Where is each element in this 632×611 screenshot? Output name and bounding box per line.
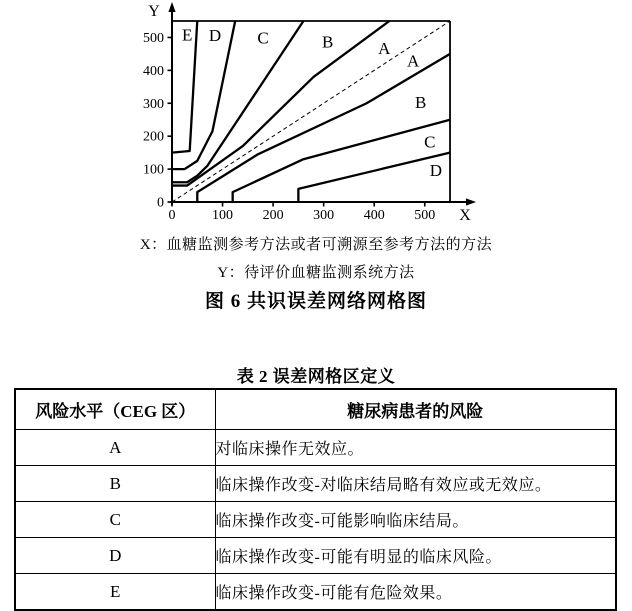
consensus-error-grid-chart xyxy=(118,0,484,228)
x-tick-label: 200 xyxy=(262,208,284,223)
zone-label-e: E xyxy=(181,25,193,45)
y-axis-label: Y xyxy=(148,3,160,20)
table-row xyxy=(15,574,616,611)
risk-desc-cell: 临床操作改变-可能影响临床结局。 xyxy=(215,502,616,538)
table-row xyxy=(15,538,616,574)
y-tick-label: 0 xyxy=(157,195,164,211)
zone-label-d: D xyxy=(429,161,443,181)
upper-boundary-A-B xyxy=(172,21,389,186)
table-row xyxy=(15,466,616,502)
risk-desc-cell: 临床操作改变-对临床结局略有效应或无效应。 xyxy=(215,466,616,502)
table-title: 表 2 误差网格区定义 xyxy=(236,367,396,386)
risk-desc-cell: 临床操作改变-可能有明显的临床风险。 xyxy=(215,538,616,574)
risk-level-header: 风险水平（CEG 区） xyxy=(15,389,215,430)
zone-label-d: D xyxy=(208,25,222,45)
risk-desc-cell: 对临床操作无效应。 xyxy=(215,430,616,466)
ceg-table-body xyxy=(15,430,616,611)
table-header-row xyxy=(15,389,616,430)
lower-boundary-C-D xyxy=(298,153,450,202)
zone-label-c: C xyxy=(424,132,436,152)
y-tick-label: 500 xyxy=(143,30,164,46)
x-tick-label: 100 xyxy=(212,208,234,223)
y-tick-label: 200 xyxy=(143,129,164,145)
risk-level-cell: D xyxy=(15,538,215,574)
x-tick-label: 300 xyxy=(313,208,335,223)
y-tick-label: 100 xyxy=(143,162,164,178)
lower-boundary-A-B xyxy=(197,51,450,202)
zone-label-b: B xyxy=(415,92,427,112)
table-row xyxy=(15,430,616,466)
risk-level-cell: E xyxy=(15,574,215,611)
x-axis-note: X：血糖监测参考方法或者可溯源至参考方法的方法 xyxy=(139,237,493,253)
risk-level-cell: B xyxy=(15,466,215,502)
figure-6-chart-area xyxy=(118,0,484,228)
zone-label-a: A xyxy=(406,51,420,71)
y-tick-label: 300 xyxy=(143,96,164,112)
table-row xyxy=(15,502,616,538)
risk-level-cell: C xyxy=(15,502,215,538)
x-tick-label: 400 xyxy=(363,208,385,223)
x-tick-label: 0 xyxy=(168,208,176,223)
ceg-definition-table xyxy=(14,388,617,611)
risk-desc-cell: 临床操作改变-可能有危险效果。 xyxy=(215,574,616,611)
y-tick-label: 400 xyxy=(143,63,164,79)
x-tick-label: 500 xyxy=(414,208,436,223)
y-axis-note: Y：待评价血糖监测系统方法 xyxy=(217,265,415,281)
x-axis-label: X xyxy=(459,207,471,224)
risk-level-cell: A xyxy=(15,430,215,466)
zone-label-a: A xyxy=(378,39,391,59)
zone-label-b: B xyxy=(322,32,334,52)
figure-caption: 图 6 共识误差网络网格图 xyxy=(204,291,427,312)
zone-label-c: C xyxy=(257,28,269,48)
patient-risk-header: 糖尿病患者的风险 xyxy=(215,389,616,430)
